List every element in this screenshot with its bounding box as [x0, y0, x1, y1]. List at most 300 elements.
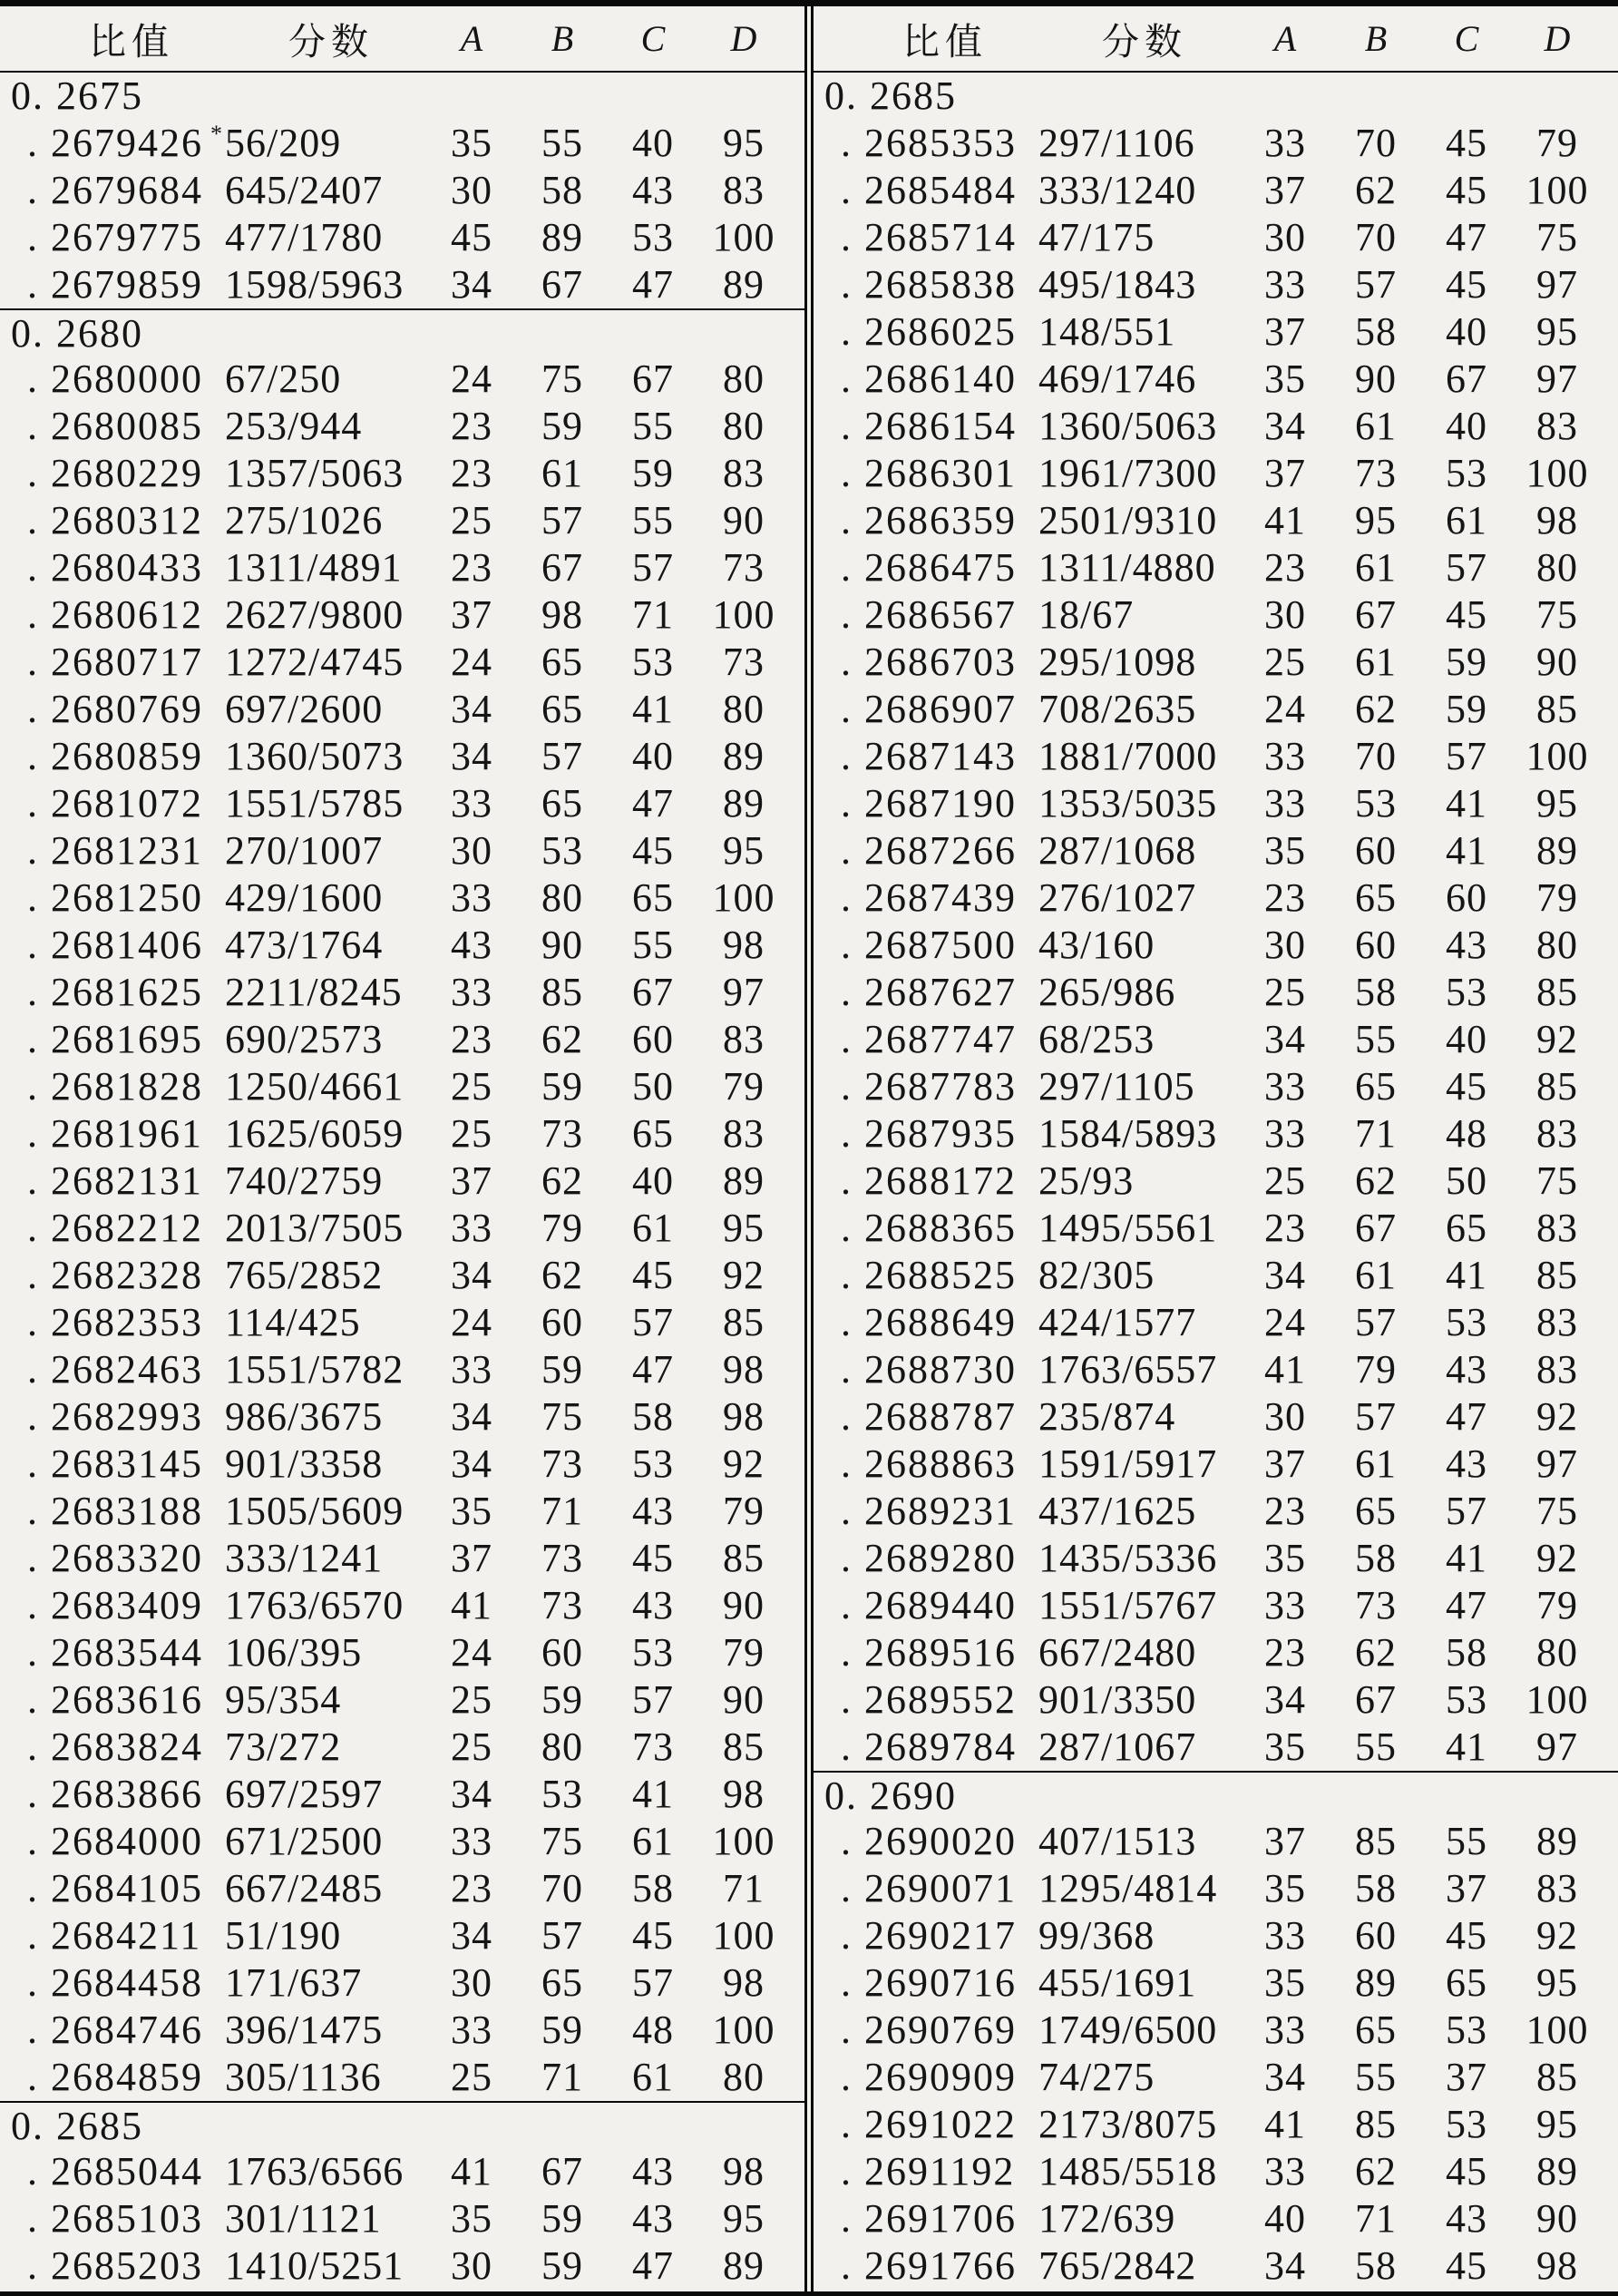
value-c-cell: 40 [1446, 404, 1487, 448]
value-b-cell: 58 [1355, 2243, 1397, 2288]
value-d-cell: 80 [723, 357, 765, 401]
value-d-cell: 95 [1536, 2102, 1578, 2146]
value-a-cell: 41 [1264, 2102, 1306, 2146]
table-row [0, 1110, 804, 1158]
fraction-cell: 1591/5917 [1038, 1441, 1218, 1486]
table-row [0, 969, 804, 1016]
group-label: 0. 2685 [824, 73, 957, 118]
value-a-cell: 23 [451, 545, 492, 590]
value-d-cell: 100 [712, 215, 775, 259]
ratio-cell: . 2683866 [27, 1772, 203, 1816]
value-a-cell: 23 [1264, 875, 1306, 920]
value-a-cell: 33 [451, 1819, 492, 1863]
value-d-cell: 80 [1536, 1630, 1578, 1675]
fraction-cell: 297/1106 [1038, 121, 1195, 165]
fraction-cell: 1360/5063 [1038, 404, 1218, 448]
ratio-cell: . 2688787 [841, 1394, 1017, 1439]
value-d-cell: 98 [723, 1960, 765, 2005]
value-a-cell: 23 [451, 404, 492, 448]
value-a-cell: 33 [1264, 734, 1306, 778]
fraction-cell: 690/2573 [225, 1017, 384, 1061]
table-row [814, 2242, 1618, 2290]
value-b-cell: 73 [541, 1111, 583, 1156]
value-b-cell: 79 [1355, 1347, 1397, 1392]
table-rows-right [814, 73, 1618, 2291]
value-a-cell: 35 [1264, 1536, 1306, 1580]
value-c-cell: 53 [1446, 1677, 1487, 1722]
value-c-cell: 53 [1446, 2008, 1487, 2052]
value-d-cell: 100 [712, 1913, 775, 1958]
ratio-cell: . 2685203 [27, 2243, 203, 2288]
value-c-cell: 47 [632, 2243, 674, 2288]
value-b-cell: 57 [541, 498, 583, 542]
value-b-cell: 55 [1355, 1017, 1397, 1061]
value-d-cell: 92 [723, 1253, 765, 1297]
value-c-cell: 45 [1446, 1913, 1487, 1958]
value-a-cell: 33 [1264, 262, 1306, 307]
value-c-cell: 65 [1446, 1960, 1487, 2005]
ratio-cell: . 2680769 [27, 687, 203, 731]
value-c-cell: 40 [632, 734, 674, 778]
table-row [814, 1818, 1618, 1865]
value-a-cell: 23 [451, 451, 492, 495]
value-d-cell: 100 [1525, 451, 1589, 495]
ratio-cell: . 2689280 [841, 1536, 1017, 1580]
table-row [814, 639, 1618, 686]
value-c-cell: 53 [1446, 451, 1487, 495]
ratio-cell: . 2683409 [27, 1583, 203, 1627]
value-a-cell: 25 [451, 1724, 492, 1769]
value-d-cell: 89 [723, 262, 765, 307]
value-a-cell: 35 [1264, 828, 1306, 873]
ratio-cell: . 2687190 [841, 781, 1017, 826]
value-d-cell: 92 [1536, 1913, 1578, 1958]
value-b-cell: 65 [541, 640, 583, 684]
value-b-cell: 65 [541, 1960, 583, 2005]
ratio-cell: . 2691022 [841, 2102, 1017, 2146]
value-c-cell: 43 [1446, 1347, 1487, 1392]
value-d-cell: 92 [1536, 1394, 1578, 1439]
value-b-cell: 57 [1355, 1394, 1397, 1439]
value-c-cell: 45 [1446, 262, 1487, 307]
table-row [0, 1959, 804, 2007]
value-c-cell: 53 [632, 1630, 674, 1675]
table-row [814, 874, 1618, 922]
value-b-cell: 59 [541, 2243, 583, 2288]
ratio-cell: . 2683145 [27, 1441, 203, 1486]
value-d-cell: 83 [1536, 1111, 1578, 1156]
value-d-cell: 92 [1536, 1017, 1578, 1061]
table-row [814, 1393, 1618, 1441]
value-d-cell: 100 [712, 1819, 775, 1863]
value-a-cell: 34 [451, 687, 492, 731]
value-a-cell: 34 [1264, 1017, 1306, 1061]
value-c-cell: 47 [632, 262, 674, 307]
value-a-cell: 25 [1264, 640, 1306, 684]
value-a-cell: 33 [1264, 781, 1306, 826]
column-header-ratio: 比值 [89, 21, 174, 63]
value-d-cell: 75 [1536, 1489, 1578, 1533]
table-row [0, 874, 804, 922]
value-b-cell: 65 [541, 687, 583, 731]
fraction-cell: 429/1600 [225, 875, 384, 920]
ratio-cell: . 2686475 [841, 545, 1017, 590]
value-d-cell: 97 [1536, 1441, 1578, 1486]
value-d-cell: 75 [1536, 592, 1578, 637]
ratio-cell: . 2686359 [841, 498, 1017, 542]
fraction-cell: 275/1026 [225, 498, 384, 542]
value-d-cell: 98 [723, 1394, 765, 1439]
fraction-cell: 740/2759 [225, 1158, 384, 1203]
value-b-cell: 53 [541, 1772, 583, 1816]
value-a-cell: 33 [1264, 121, 1306, 165]
table-row [0, 1346, 804, 1393]
value-b-cell: 61 [1355, 1253, 1397, 1297]
ratio-cell: . 2687143 [841, 734, 1017, 778]
group-label: 0. 2675 [11, 73, 143, 118]
ratio-cell: . 2685103 [27, 2196, 203, 2241]
value-b-cell: 65 [1355, 1064, 1397, 1109]
value-a-cell: 33 [1264, 1913, 1306, 1958]
fraction-cell: 495/1843 [1038, 262, 1197, 307]
fraction-cell: 667/2485 [225, 1866, 384, 1910]
table-row [0, 2242, 804, 2290]
value-a-cell: 43 [451, 923, 492, 967]
column-header-ratio: 比值 [902, 21, 988, 63]
value-a-cell: 24 [451, 640, 492, 684]
value-c-cell: 43 [1446, 2196, 1487, 2241]
value-c-cell: 53 [1446, 1300, 1487, 1344]
value-c-cell: 41 [632, 1772, 674, 1816]
value-c-cell: 59 [1446, 640, 1487, 684]
value-a-cell: 33 [451, 970, 492, 1014]
value-b-cell: 55 [541, 121, 583, 165]
fraction-cell: 1763/6566 [225, 2149, 404, 2193]
value-c-cell: 58 [632, 1866, 674, 1910]
value-c-cell: 53 [632, 1441, 674, 1486]
ratio-cell: . 2679775 [27, 215, 203, 259]
table-row [0, 1252, 804, 1299]
value-b-cell: 67 [1355, 592, 1397, 637]
table-row [0, 1771, 804, 1818]
value-b-cell: 59 [541, 2196, 583, 2241]
value-d-cell: 95 [1536, 309, 1578, 354]
value-b-cell: 61 [541, 451, 583, 495]
fraction-cell: 148/551 [1038, 309, 1176, 354]
fraction-cell: 697/2597 [225, 1772, 384, 1816]
value-b-cell: 67 [1355, 1677, 1397, 1722]
ratio-cell: . 2680612 [27, 592, 203, 637]
value-d-cell: 92 [723, 1441, 765, 1486]
fraction-cell: 473/1764 [225, 923, 384, 967]
table-row [0, 544, 804, 591]
value-d-cell: 85 [1536, 2055, 1578, 2099]
table-row [814, 403, 1618, 450]
table-row [814, 1252, 1618, 1299]
value-a-cell: 23 [1264, 1206, 1306, 1250]
fraction-cell: 265/986 [1038, 970, 1176, 1014]
value-b-cell: 67 [541, 262, 583, 307]
value-b-cell: 59 [541, 2008, 583, 2052]
value-d-cell: 79 [723, 1489, 765, 1533]
value-d-cell: 83 [723, 168, 765, 212]
value-a-cell: 34 [1264, 2243, 1306, 2288]
value-a-cell: 35 [1264, 1960, 1306, 2005]
ratio-cell: . 2682993 [27, 1394, 203, 1439]
fraction-cell: 407/1513 [1038, 1819, 1197, 1863]
ratio-cell: . 2681231 [27, 828, 203, 873]
panel-divider [804, 6, 814, 2291]
value-b-cell: 75 [541, 357, 583, 401]
value-c-cell: 60 [1446, 875, 1487, 920]
ratio-cell: . 2688649 [841, 1300, 1017, 1344]
table-row [814, 544, 1618, 591]
table-row [814, 1582, 1618, 1629]
fraction-cell: 301/1121 [225, 2196, 382, 2241]
ratio-cell: . 2690716 [841, 1960, 1017, 2005]
fraction-cell: 73/272 [225, 1724, 342, 1769]
fraction-cell: 1272/4745 [225, 640, 404, 684]
ratio-cell: . 2683188 [27, 1489, 203, 1533]
value-b-cell: 62 [1355, 1158, 1397, 1203]
fraction-cell: 1435/5336 [1038, 1536, 1218, 1580]
fraction-cell: 1961/7300 [1038, 451, 1218, 495]
ratio-cell: . 2682212 [27, 1206, 203, 1250]
ratio-cell: . 2686025 [841, 309, 1017, 354]
table-row [814, 1676, 1618, 1724]
value-a-cell: 37 [1264, 168, 1306, 212]
fraction-cell: 295/1098 [1038, 640, 1197, 684]
fraction-cell: 276/1027 [1038, 875, 1197, 920]
value-d-cell: 90 [1536, 2196, 1578, 2241]
table-row [0, 1535, 804, 1582]
ratio-cell: . 2687627 [841, 970, 1017, 1014]
fraction-cell: 18/67 [1038, 592, 1135, 637]
value-a-cell: 45 [451, 215, 492, 259]
ratio-cell: . 2683616 [27, 1677, 203, 1722]
value-c-cell: 45 [632, 1913, 674, 1958]
fraction-cell: 305/1136 [225, 2055, 382, 2099]
ratio-cell: . 2685838 [841, 262, 1017, 307]
value-c-cell: 65 [1446, 1206, 1487, 1250]
ratio-cell: . 2688172 [841, 1158, 1017, 1203]
ratio-cell: . 2681695 [27, 1017, 203, 1061]
ratio-cell: . 2683320 [27, 1536, 203, 1580]
value-a-cell: 30 [451, 168, 492, 212]
value-b-cell: 60 [1355, 828, 1397, 873]
value-b-cell: 75 [541, 1394, 583, 1439]
table-row [814, 1912, 1618, 1959]
value-b-cell: 62 [1355, 168, 1397, 212]
fraction-cell: 1311/4880 [1038, 545, 1216, 590]
value-c-cell: 45 [1446, 2243, 1487, 2288]
ratio-cell: . 2684859 [27, 2055, 203, 2099]
table-row [0, 1865, 804, 1912]
value-c-cell: 43 [632, 1489, 674, 1533]
value-d-cell: 97 [1536, 357, 1578, 401]
table-row [0, 261, 804, 308]
fraction-cell: 1357/5063 [225, 451, 404, 495]
value-c-cell: 43 [632, 2196, 674, 2241]
ratio-cell: . 2686301 [841, 451, 1017, 495]
table-row [814, 1063, 1618, 1110]
value-d-cell: 98 [723, 923, 765, 967]
value-b-cell: 61 [1355, 545, 1397, 590]
value-c-cell: 53 [1446, 2102, 1487, 2146]
value-a-cell: 23 [1264, 1489, 1306, 1533]
value-c-cell: 61 [632, 1819, 674, 1863]
value-c-cell: 43 [1446, 1441, 1487, 1486]
ratio-cell: . 2691192 [841, 2149, 1016, 2193]
value-a-cell: 25 [1264, 970, 1306, 1014]
value-b-cell: 62 [1355, 1630, 1397, 1675]
table-row [0, 450, 804, 497]
ratio-cell: . 2681250 [27, 875, 203, 920]
table-row [0, 497, 804, 544]
ratio-cell: . 2687439 [841, 875, 1017, 920]
ratio-cell: . 2690769 [841, 2008, 1017, 2052]
value-b-cell: 95 [1355, 498, 1397, 542]
fraction-cell: 172/639 [1038, 2196, 1176, 2241]
value-b-cell: 60 [541, 1630, 583, 1675]
fraction-cell: 424/1577 [1038, 1300, 1197, 1344]
fraction-cell: 171/637 [225, 1960, 363, 2005]
table-row [0, 686, 804, 733]
value-d-cell: 80 [1536, 545, 1578, 590]
value-c-cell: 67 [1446, 357, 1487, 401]
fraction-cell: 1311/4891 [225, 545, 403, 590]
table-row [814, 356, 1618, 403]
ratio-cell: . 2680000 [27, 357, 203, 401]
value-a-cell: 41 [451, 2149, 492, 2193]
value-c-cell: 43 [632, 1583, 674, 1627]
value-a-cell: 35 [1264, 357, 1306, 401]
value-c-cell: 50 [632, 1064, 674, 1109]
value-a-cell: 33 [451, 875, 492, 920]
value-c-cell: 45 [1446, 592, 1487, 637]
table-row [814, 969, 1618, 1016]
value-d-cell: 100 [1525, 1677, 1589, 1722]
table-row [0, 214, 804, 261]
value-a-cell: 25 [1264, 1158, 1306, 1203]
ratio-cell: . 2684000 [27, 1819, 203, 1863]
value-a-cell: 37 [451, 592, 492, 637]
fraction-cell: 477/1780 [225, 215, 384, 259]
fraction-cell: 1749/6500 [1038, 2008, 1218, 2052]
value-d-cell: 98 [1536, 2243, 1578, 2288]
value-b-cell: 62 [541, 1158, 583, 1203]
table-row [814, 1959, 1618, 2007]
value-a-cell: 23 [1264, 1630, 1306, 1675]
value-a-cell: 35 [451, 1489, 492, 1533]
value-b-cell: 89 [541, 215, 583, 259]
value-d-cell: 89 [723, 734, 765, 778]
value-c-cell: 61 [1446, 498, 1487, 542]
group-header-row [0, 2101, 804, 2148]
value-c-cell: 61 [632, 2055, 674, 2099]
value-a-cell: 23 [451, 1866, 492, 1910]
value-c-cell: 58 [1446, 1630, 1487, 1675]
value-b-cell: 70 [541, 1866, 583, 1910]
value-a-cell: 30 [451, 1960, 492, 2005]
ratio-cell: . 2688730 [841, 1347, 1017, 1392]
value-d-cell: 90 [723, 1583, 765, 1627]
value-c-cell: 58 [632, 1394, 674, 1439]
value-a-cell: 33 [1264, 1583, 1306, 1627]
value-b-cell: 98 [541, 592, 583, 637]
value-a-cell: 35 [1264, 1866, 1306, 1910]
fraction-cell: 2501/9310 [1038, 498, 1218, 542]
value-d-cell: 79 [1536, 121, 1578, 165]
table-row [0, 733, 804, 780]
value-c-cell: 71 [632, 592, 674, 637]
value-d-cell: 98 [1536, 498, 1578, 542]
value-c-cell: 41 [1446, 781, 1487, 826]
ratio-cell: . 2688365 [841, 1206, 1017, 1250]
value-d-cell: 90 [723, 498, 765, 542]
value-c-cell: 40 [632, 1158, 674, 1203]
value-a-cell: 24 [451, 357, 492, 401]
value-c-cell: 50 [1446, 1158, 1487, 1203]
fraction-cell: 99/368 [1038, 1913, 1155, 1958]
value-b-cell: 90 [1355, 357, 1397, 401]
value-a-cell: 35 [451, 2196, 492, 2241]
ratio-cell: . 2687500 [841, 923, 1017, 967]
value-a-cell: 34 [1264, 404, 1306, 448]
fraction-cell: 667/2480 [1038, 1630, 1197, 1675]
value-c-cell: 43 [632, 2149, 674, 2193]
fraction-cell: 106/395 [225, 1630, 363, 1675]
value-a-cell: 23 [451, 1017, 492, 1061]
fraction-cell: 1763/6557 [1038, 1347, 1218, 1392]
value-d-cell: 100 [712, 592, 775, 637]
value-d-cell: 98 [723, 1772, 765, 1816]
column-header-fraction: 分数 [288, 21, 374, 63]
ratio-cell: . 2683824 [27, 1724, 203, 1769]
value-c-cell: 47 [632, 781, 674, 826]
value-d-cell: 83 [723, 1017, 765, 1061]
value-b-cell: 70 [1355, 215, 1397, 259]
table-row [0, 1724, 804, 1771]
table-row [814, 2007, 1618, 2054]
table-row [814, 1724, 1618, 1771]
value-d-cell: 85 [1536, 1064, 1578, 1109]
value-a-cell: 35 [451, 121, 492, 165]
fraction-cell: 901/3358 [225, 1441, 384, 1486]
fraction-cell: 2211/8245 [225, 970, 403, 1014]
value-a-cell: 34 [451, 1394, 492, 1439]
ratio-cell: . 2685044 [27, 2149, 203, 2193]
value-b-cell: 85 [541, 970, 583, 1014]
value-b-cell: 58 [1355, 1536, 1397, 1580]
value-d-cell: 79 [723, 1630, 765, 1675]
ratio-cell: . 2689784 [841, 1724, 1017, 1769]
fraction-cell: 645/2407 [225, 168, 384, 212]
value-a-cell: 37 [1264, 1819, 1306, 1863]
value-c-cell: 41 [632, 687, 674, 731]
value-a-cell: 34 [1264, 1677, 1306, 1722]
value-d-cell: 85 [1536, 970, 1578, 1014]
group-header-row [814, 1771, 1618, 1818]
fraction-cell: 47/175 [1038, 215, 1155, 259]
column-header-a: A [1273, 18, 1297, 59]
fraction-cell: 765/2852 [225, 1253, 384, 1297]
table-row [0, 1158, 804, 1205]
value-b-cell: 60 [1355, 923, 1397, 967]
table-row [0, 1205, 804, 1252]
value-c-cell: 43 [632, 168, 674, 212]
value-c-cell: 40 [1446, 309, 1487, 354]
